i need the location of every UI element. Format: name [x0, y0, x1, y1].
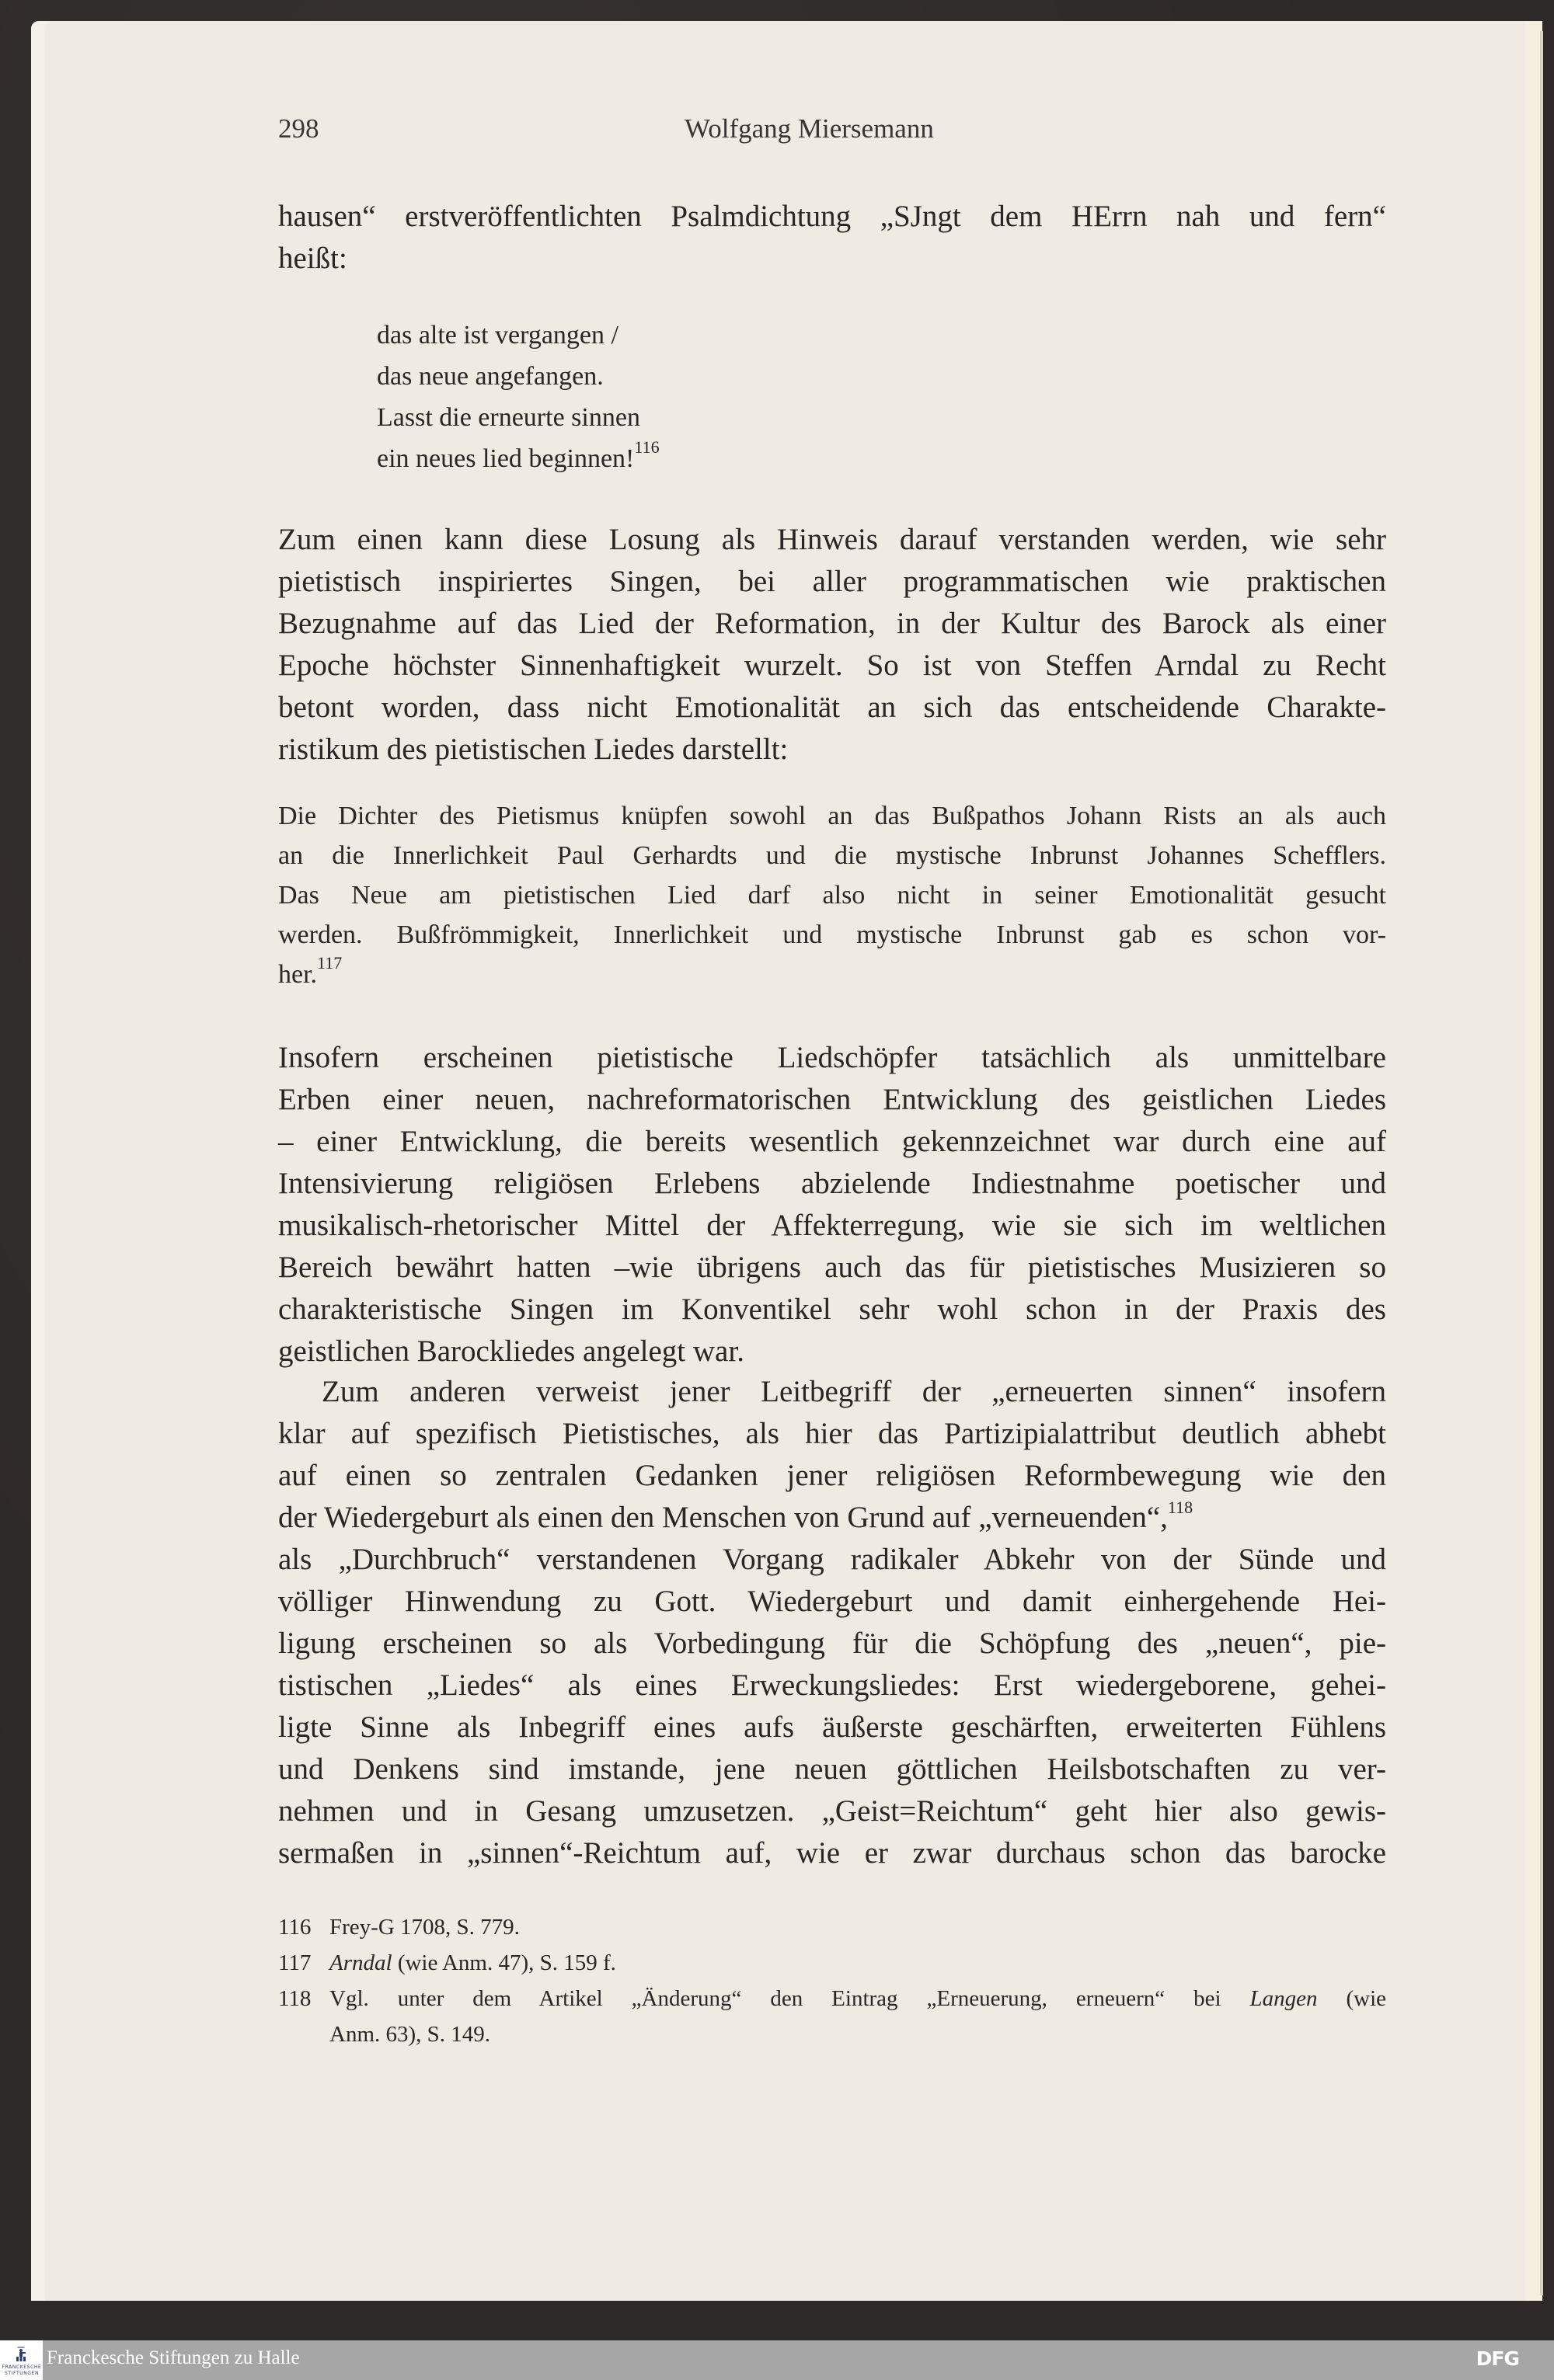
text-line: als „Durchbruch“ verstandenen Vorgang radikaler Abkehr von der Sünde und [278, 1543, 1386, 1576]
footnotes [278, 1909, 1386, 2052]
text-line: pietistisch inspiriertes Singen, bei aller programmatischen wie praktischen [278, 565, 1386, 598]
quote-line: Das Neue am pietistischen Lied darf also nicht in seiner Emotionalität gesucht [278, 881, 1386, 910]
text-line: nehmen und in Gesang umzusetzen. „Geist=Reichtum“ geht hier also gewis- [278, 1794, 1386, 1828]
footnote-number: 117 [278, 1950, 312, 1975]
text-line: auf einen so zentralen Gedanken jener religiösen Reformbewegung wie den [278, 1459, 1386, 1492]
institution-logo[interactable] [0, 2340, 43, 2380]
footnote-text: Frey-G 1708, S. 779. [329, 1915, 520, 1940]
text-line: geistlichen Barockliedes angelegt war. [278, 1334, 744, 1368]
text-line: hausen“ erstveröffentlichten Psalmdichtung „SJngt dem HErrn nah und fern“ [278, 200, 1386, 233]
text-line: ristikum des pietistischen Liedes darstellt: [278, 732, 789, 766]
footnote-ref-116[interactable]: 116 [634, 437, 660, 457]
page-edge [1540, 31, 1543, 2295]
verse-line: Lasst die erneurte sinnen [377, 403, 640, 432]
text-line: heißt: [278, 242, 347, 275]
institution-name: Franckesche Stiftungen zu Halle [47, 2347, 300, 2368]
page-number: 298 [278, 113, 319, 144]
quote-line-text: her. [278, 960, 318, 989]
text-line: musikalisch-rhetorischer Mittel der Affekterregung, wie sie sich im weltlichen [278, 1209, 1386, 1242]
footnote-author-italic: Arndal [329, 1950, 392, 1975]
quote-line: Die Dichter des Pietismus knüpfen sowohl an das Bußpathos Johann Rists an als auch [278, 802, 1386, 830]
text-line: Erben einer neuen, nachreformatorischen Entwicklung des geistlichen Liedes [278, 1083, 1386, 1116]
text-line: betont worden, dass nicht Emotionalität an sich das entscheidende Charakte- [278, 691, 1386, 724]
footnote-text: (wie [1317, 1986, 1387, 2011]
text-line: Intensivierung religiösen Erlebens abzielende Indiestnahme poetischer und [278, 1167, 1386, 1200]
dfg-logo: DFG [1476, 2347, 1519, 2370]
text-line: Epoche höchster Sinnenhaftigkeit wurzelt. So ist von Steffen Arndal zu Recht [278, 649, 1386, 682]
intro-paragraph [278, 196, 1386, 280]
viewer-footer-bar [0, 2340, 1554, 2380]
quote-line: werden. Bußfrömmigkeit, Innerlichkeit und mystische Inbrunst gab es schon vor- [278, 920, 1386, 949]
paragraph-3 [278, 1371, 1386, 1874]
quote-line: an die Innerlichkeit Paul Gerhardts und die mystische Inbrunst Johannes Schefflers. [278, 841, 1386, 870]
verse-line: das alte ist vergangen / [377, 321, 618, 350]
footnote-116 [278, 1909, 1386, 1945]
statue-icon [16, 2345, 26, 2362]
footnote-number: 116 [278, 1915, 312, 1940]
paragraph-1 [278, 519, 1386, 771]
logo-text-line: STIFTUNGEN [4, 2371, 40, 2376]
footnote-117 [278, 1945, 1386, 1981]
text-line: völliger Hinwendung zu Gott. Wiedergeburt und damit einhergehende Hei- [278, 1585, 1386, 1618]
footnote-continuation: Anm. 63), S. 149. [329, 2022, 491, 2047]
text-line: klar auf spezifisch Pietistisches, als hier das Partizipialattribut deutlich abhebt [278, 1417, 1386, 1450]
paragraph-2 [278, 1037, 1386, 1373]
text-line: und Denkens sind imstande, jene neuen göttlichen Heilsbotschaften zu ver- [278, 1752, 1386, 1786]
block-quotation [278, 796, 1386, 994]
text-line: Bezugnahme auf das Lied der Reformation, in der Kultur des Barock als einer [278, 607, 1386, 640]
footnote-text: (wie Anm. 47), S. 159 f. [392, 1950, 616, 1975]
verse-line: das neue angefangen. [377, 362, 604, 391]
quote-line [278, 955, 1386, 994]
text-line: charakteristische Singen im Konventikel sehr wohl schon in der Praxis des [278, 1293, 1386, 1326]
footnote-118 [278, 1981, 1386, 2052]
text-line: Zum anderen verweist jener Leitbegriff der „erneuerten sinnen“ insofern [322, 1375, 1386, 1408]
text-line: Zum einen kann diese Losung als Hinweis darauf verstanden werden, wie sehr [278, 523, 1386, 556]
text-line: Bereich bewährt hatten –wie übrigens auch das für pietistisches Musizieren so [278, 1251, 1386, 1284]
text-line: ligung erscheinen so als Vorbedingung für die Schöpfung des „neuen“, pie- [278, 1627, 1386, 1660]
logo-wordmark [2, 2364, 42, 2377]
text-line: – einer Entwicklung, die bereits wesentlich gekennzeichnet war durch eine auf [278, 1125, 1386, 1158]
text-line: tistischen „Liedes“ als eines Erweckungsliedes: Erst wiedergeborene, gehei- [278, 1668, 1386, 1702]
running-header [278, 113, 1386, 152]
footnote-number: 118 [278, 1986, 312, 2011]
text-line-text: der Wiedergeburt als einen den Menschen von Grund auf „verneuenden“, [278, 1501, 1168, 1534]
footnote-author-italic: Langen [1249, 1986, 1318, 2011]
verse-line-text: ein neues lied beginnen! [377, 444, 635, 473]
footnote-text: Vgl. unter dem Artikel „Änderung“ den Eintrag „Erneuerung, erneuern“ bei [329, 1986, 1250, 2011]
text-line: sermaßen in „sinnen“-Reichtum auf, wie er zwar durchaus schon das barocke [278, 1836, 1386, 1870]
footnote-ref-117[interactable]: 117 [317, 953, 343, 973]
text-line [278, 1497, 1386, 1539]
footnote-line [329, 1981, 1386, 2016]
verse-line [377, 438, 1485, 479]
logo-text-line: FRANCKESCHE [2, 2364, 42, 2370]
running-head-author: Wolfgang Miersemann [685, 113, 934, 144]
footnote-ref-118[interactable]: 118 [1167, 1498, 1193, 1517]
verse-quotation [377, 315, 1485, 479]
text-line: Insofern erscheinen pietistische Liedschöpfer tatsächlich als unmittelbare [278, 1041, 1386, 1074]
text-line: ligte Sinne als Inbegriff eines aufs äußerste geschärften, erweiterten Fühlens [278, 1710, 1386, 1744]
